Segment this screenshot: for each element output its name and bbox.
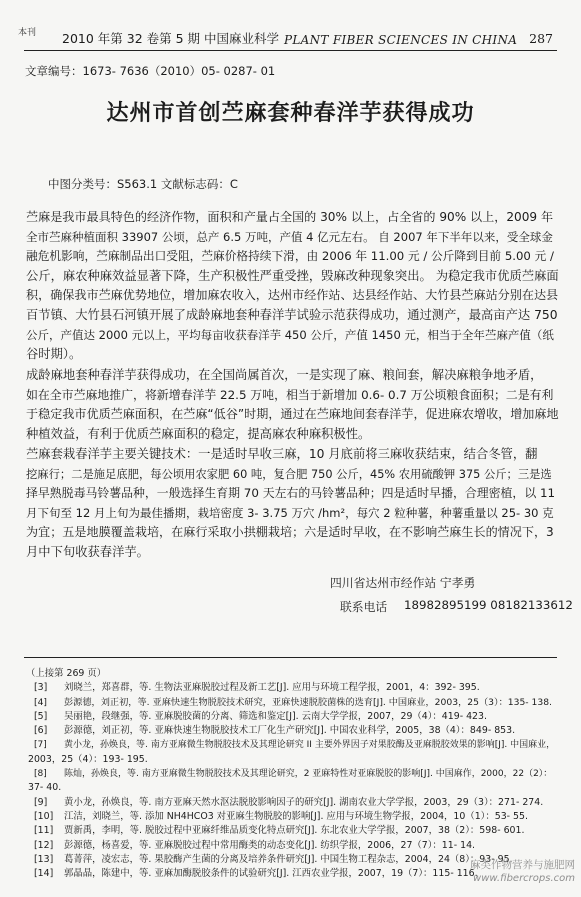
issue-info: 2010 年第 32 卷第 5 期 中国麻业科学 xyxy=(62,31,280,46)
text-line: 积，确保我市苎麻优势地位，增加麻农收入，达州市经作站、达县经作站、大竹县苎麻站分别在达县 xyxy=(26,288,559,303)
text-line: 苎麻是我市最具特色的经济作物，面积和产量占全国的 30% 以上，占全省的 90% 以上，2009 年 xyxy=(26,210,554,224)
reference-item: [10] 江洁，刘晓兰，等. 添加 NH4HCO3 对亚麻生物脱胶的影响[J]. 应用与环境生物学报，2004，10（1）：53- 55. xyxy=(34,810,528,822)
watermark-url: www.fibercrops.com xyxy=(473,873,575,884)
text-line: 挖麻行；二是施足底肥，每公顷用农家肥 60 吨，复合肥 750 公斤，45% 农用硫酸钾 375 公斤；三是选 xyxy=(26,467,552,481)
classification-line: 中图分类号：S563.1 文献标志码：C xyxy=(48,177,238,191)
reference-item: [12] 彭源德，杨喜爱，等. 亚麻脱胶过程中常用酶类的动态变化[J]. 纺织学报，2006，27（7）：11- 14. xyxy=(34,839,476,851)
text-line: 百节镇、大竹县石河镇开展了成龄麻地套种春洋芋试验示范获得成功，通过测产，最高亩产达 750 xyxy=(26,307,558,322)
text-line: 种植效益，有利于优质苎麻面积的稳定，提高麻农种麻积极性。 xyxy=(26,426,371,441)
reference-item: [13] 葛菁萍，凌宏志，等. 果胶酶产生菌的分离及培养条件研究[J]. 中国生物工程杂志，2004，24（8）：93- 95. xyxy=(34,853,513,865)
site-watermark xyxy=(470,859,575,885)
text-line: 苎麻套栽春洋芋主要关键技术：一是适时早收三麻，10 月底前将三麻收获结束，结合冬管，翻 xyxy=(26,447,538,461)
header-corner-mark: 本刊 xyxy=(18,28,37,38)
text-line: 于稳定我市优质苎麻面积，在苎麻“低谷”时期，通过在苎麻地间套春洋芋，促进麻农增收，增加麻地 xyxy=(26,407,559,422)
author-affiliation: 四川省达州市经作站 宁孝勇 xyxy=(330,576,476,590)
reference-item: [9] 黄小龙，孙焕良，等. 南方亚麻天然水沤法脱胶影响因子的研究[J]. 湖南农业大学学报，2003，29（3）：271- 274. xyxy=(34,796,544,808)
text-line: 全市苎麻种植面积 33907 公顷，总产 6.5 万吨，产值 4 亿元左右。 自 2007 年下半年以来，受全球金 xyxy=(26,229,553,244)
paragraph-1 xyxy=(26,208,559,365)
reference-item: [3] 刘晓兰，郑喜群，等. 生物法亚麻脱胶过程及新工艺[J]. 应用与环境工程学报，2001，4：392- 395. xyxy=(34,682,480,694)
paragraph-3 xyxy=(26,445,559,563)
watermark-chinese: 麻类作物营养与施肥网 xyxy=(470,859,575,871)
contact-phone-label: 联系电话 xyxy=(340,600,388,614)
text-line: 月下旬至 12 月上旬为最佳播期，栽培密度 3- 3.75 万穴 /hm²，每穴 2 粒种薯，种薯重量以 25- 30 克 xyxy=(26,505,554,520)
reference-continuation: 2003，25（4）：193- 195. xyxy=(28,753,148,765)
article-number: 文章编号：1673- 7636（2010）05- 0287- 01 xyxy=(25,64,276,78)
reference-item: [7] 黄小龙，孙焕良，等. 南方亚麻微生物脱胶技术及其理论研究 II 主要外界因子对果胶酶及亚麻脱胶效果的影响[J]. 中国麻业， xyxy=(34,740,556,751)
text-line: 融危机影响，苎麻制品出口受阻，苎麻价格持续下滑，由 2006 年 11.00 元 / 公斤降到目前 5.00 元 / xyxy=(26,249,554,264)
text-line: 如在全市苎麻地推广，将新增春洋芋 22.5 万吨，相当于新增加 0.6- 0.7 万公顷粮食面积；二是有利 xyxy=(26,387,554,402)
reference-rule xyxy=(24,657,557,658)
reference-item: [6] 彭源德，刘正初，等. 亚麻快速生物脱胶技术工厂化生产研究[J]. 中国农业科学，2005，38（4）：849- 853. xyxy=(34,725,516,737)
contact-phones: 18982895199 08182133612 xyxy=(404,598,573,612)
text-line: 公斤，麻农种麻效益显著下降，生产积极性严重受挫，毁麻改种现象突出。 为稳定我市优质苎麻面 xyxy=(26,268,559,283)
continued-note: （上接第 269 页） xyxy=(26,668,107,679)
text-line: 择早熟脱毒马铃薯品种，一般选择生育期 70 天左右的马铃薯品种；四是适时早播，合理密植，以 11 xyxy=(26,486,556,501)
text-line: 谷时期）。 xyxy=(26,347,82,362)
journal-english-name: PLANT FIBER SCIENCES IN CHINA xyxy=(284,33,518,47)
reference-item: [4] 彭源德，刘正初，等. 亚麻快速生物脱胶技术研究，亚麻快速脱胶菌株的选育[J]. 中国麻业，2003，25（3）：135- 138. xyxy=(34,696,552,708)
text-line: 成龄麻地套种春洋芋获得成功，在全国尚属首次，一是实现了麻、粮间套，解决麻粮争地矛盾， xyxy=(26,368,543,382)
reference-item: [11] 贾新禹，李明，等. 脱胶过程中亚麻纤维品质变化特点研究[J]. 东北农业大学学报，2007，38（2）：598- 601. xyxy=(34,825,525,837)
text-line: 月中下旬收获春洋芋。 xyxy=(26,544,149,559)
header-rule xyxy=(24,50,557,51)
running-header xyxy=(18,28,555,48)
reference-continuation: 37- 40. xyxy=(28,782,62,794)
text-line: 为宜；五是地膜覆盖栽培，在麻行采取小拱棚栽培；六是适时早收，在不影响苎麻生长的情况下，3 xyxy=(26,525,554,540)
paragraph-2 xyxy=(26,366,559,444)
reference-item: [5] 吴丽艳，段继强，等. 亚麻脱胶菌的分离、筛选和鉴定[J]. 云南大学学报，2007，29（4）：419- 423. xyxy=(34,710,487,722)
reference-item: [14] 郭晶晶，陈建中，等. 亚麻加酶脱胶条件的试验研究[J]. 江西农业学报，2007，19（7）：115- 116. xyxy=(34,868,478,880)
article-title: 达州市首创苎麻套种春洋芋获得成功 xyxy=(106,101,475,126)
text-line: 公斤，产值达 2000 元以上，平均每亩收获春洋芋 450 公斤，产值 1450 元，相当于全年苎麻产值（纸 xyxy=(26,327,554,342)
reference-list xyxy=(26,667,559,881)
page-number: 287 xyxy=(529,31,553,46)
reference-item: [8] 陈灿，孙焕良，等. 南方亚麻微生物脱胶技术及其理论研究，2 亚麻特性对亚麻脱胶的影响[J]. 中国麻作，2000，22（2）： xyxy=(34,769,553,780)
